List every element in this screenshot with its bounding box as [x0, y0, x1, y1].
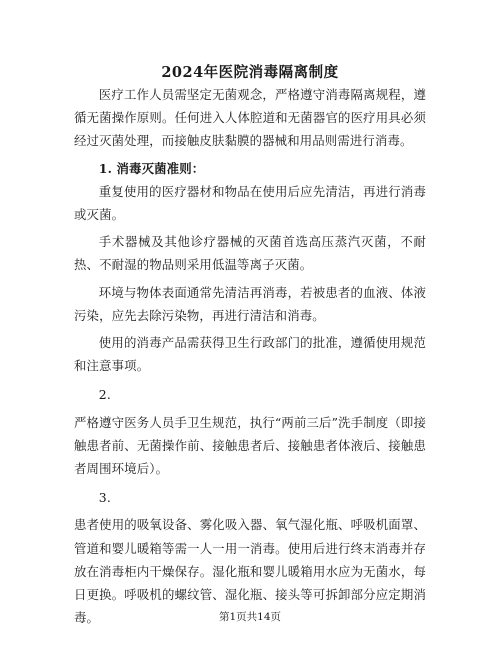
section-2-number: 2.	[98, 387, 111, 403]
section-1-item-1: 重复使用的医疗器材和物品在使用后应先清洁，再进行消毒或灭菌。	[74, 183, 426, 223]
section-1-item-2: 手术器械及其他诊疗器械的灭菌首选高压蒸汽灭菌，不耐热、不耐湿的物品则采用低温等离子灭菌。	[74, 234, 426, 273]
document-body	[74, 83, 426, 629]
page-footer: 第1页共14页	[218, 611, 282, 623]
intro-paragraph: 医疗工作人员需坚定无菌观念，严格遵守消毒隔离规程，遵循无菌操作原则。任何进入人体腔道和无菌器官的医疗用具必须经过灭菌处理，而接触皮肤黏膜的器械和用品则需进行消毒。	[74, 87, 426, 149]
section-1-item-4: 使用的消毒产品需获得卫生行政部门的批准，遵循使用规范和注意事项。	[74, 335, 426, 374]
section-2-paragraph: 严格遵守医务人员手卫生规范，执行“两前三后”洗手制度（即接触患者前、无菌操作前、接触患者后、接触患者体液后、接触患者周围环境后）。	[74, 414, 426, 477]
section-3-number: 3.	[98, 490, 111, 506]
section-1-item-3: 环境与物体表面通常先清洁再消毒，若被患者的血液、体液污染，应先去除污染物，再进行清洁和消毒。	[74, 284, 426, 323]
section-3-paragraph: 患者使用的吸氧设备、雾化吸入器、氧气湿化瓶、呼吸机面罩、管道和婴儿暖箱等需一人一用一消毒。使用后进行终末消毒并存放在消毒柜内干燥保存。湿化瓶和婴儿暖箱用水应为无菌水，每日更换。呼吸机的螺纹管、湿化瓶、接头等可拆卸部分应定期消毒。	[74, 517, 426, 626]
document-title: 2024年医院消毒隔离制度	[161, 64, 339, 81]
section-1-heading: 1. 消毒灭菌准则：	[98, 160, 205, 176]
